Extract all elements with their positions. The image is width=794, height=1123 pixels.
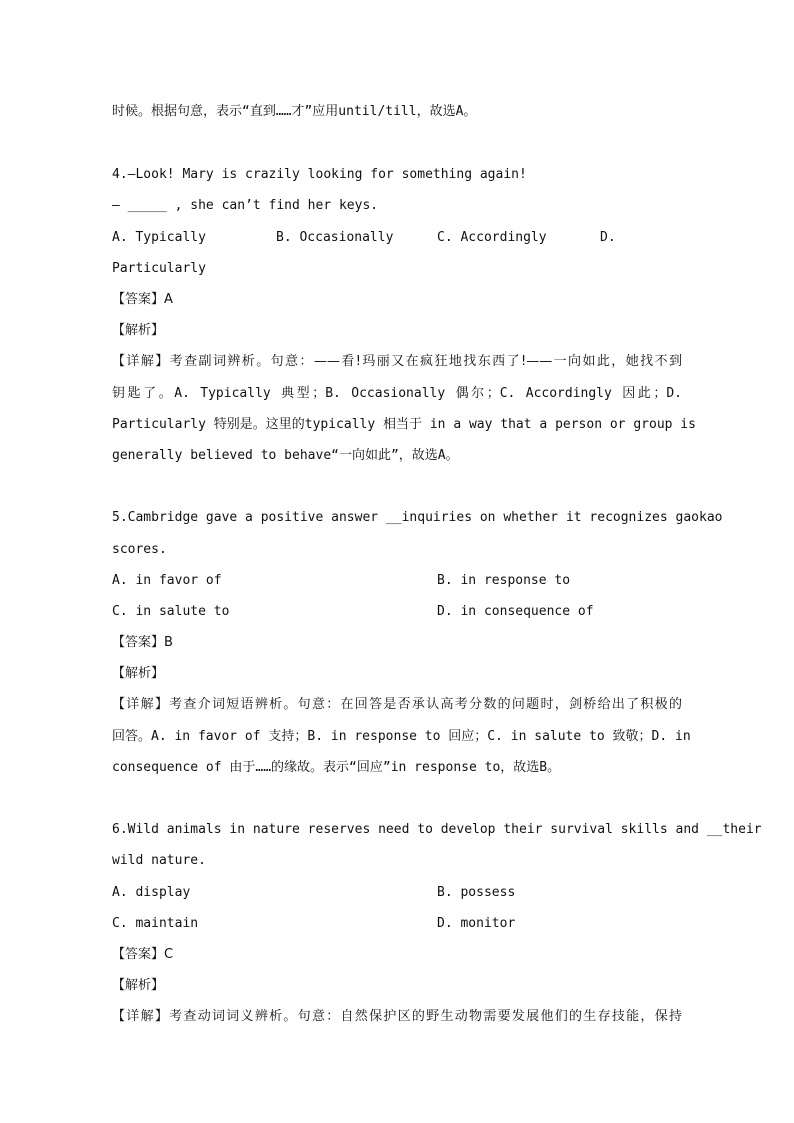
q4-detail-line-2: 钥匙了。A. Typically 典型；B. Occasionally 偶尔；C. Accordingly 因此；D. [112, 386, 682, 401]
q4-option-b: B. Occasionally [276, 230, 394, 245]
q4-stem-reply: — _____ , she can’t find her keys. [112, 198, 379, 213]
q5-answer: 【答案】B [112, 635, 173, 650]
previous-explanation-fragment: 时候。根据句意，表示“直到……才”应用until/till，故选A。 [112, 104, 477, 119]
q4-analysis-heading: 【解析】 [112, 323, 165, 338]
q6-answer: 【答案】C [112, 947, 174, 962]
q5-analysis-heading: 【解析】 [112, 666, 165, 681]
q5-option-b: B. in response to [437, 573, 571, 588]
q5-option-c: C. in salute to [112, 604, 230, 619]
q4-option-c: C. Accordingly [437, 230, 547, 245]
q6-option-d: D. monitor [437, 916, 516, 931]
q4-detail-line-1: 【详解】考查副词辨析。句意：——看!玛丽又在疯狂地找东西了!——一向如此，她找不到 [112, 354, 682, 369]
q4-option-a: A. Typically [112, 230, 206, 245]
q4-option-d-text: Particularly [112, 261, 206, 276]
q4-detail-line-4: generally believed to behave“一向如此”，故选A。 [112, 448, 459, 463]
q4-option-d: D. [600, 230, 616, 245]
q5-detail-line-3: consequence of 由于……的缘故。表示“回应”in response to，故选B。 [112, 760, 561, 775]
q5-stem: 5.Cambridge gave a positive answer __inquiries on whether it recognizes gaokao [112, 510, 723, 525]
q6-option-a: A. display [112, 885, 191, 900]
q6-stem-cont: wild nature. [112, 853, 206, 868]
q5-detail-line-1: 【详解】考查介词短语辨析。句意：在回答是否承认高考分数的问题时，剑桥给出了积极的 [112, 697, 682, 712]
q5-option-a: A. in favor of [112, 573, 222, 588]
q6-stem: 6.Wild animals in nature reserves need to develop their survival skills and __their [112, 822, 762, 837]
q6-analysis-heading: 【解析】 [112, 978, 165, 993]
q5-stem-cont: scores. [112, 542, 167, 557]
q5-detail-line-2: 回答。A. in favor of 支持；B. in response to 回应；C. in salute to 致敬；D. in [112, 729, 691, 744]
q6-detail-line-1: 【详解】考查动词词义辨析。句意：自然保护区的野生动物需要发展他们的生存技能，保持 [112, 1009, 682, 1024]
q5-option-d: D. in consequence of [437, 604, 594, 619]
q6-option-c: C. maintain [112, 916, 199, 931]
q4-stem: 4.—Look! Mary is crazily looking for something again! [112, 167, 527, 182]
q4-answer: 【答案】A [112, 292, 173, 307]
q4-detail-line-3: Particularly 特别是。这里的typically 相当于 in a way that a person or group is [112, 417, 696, 432]
q6-option-b: B. possess [437, 885, 516, 900]
